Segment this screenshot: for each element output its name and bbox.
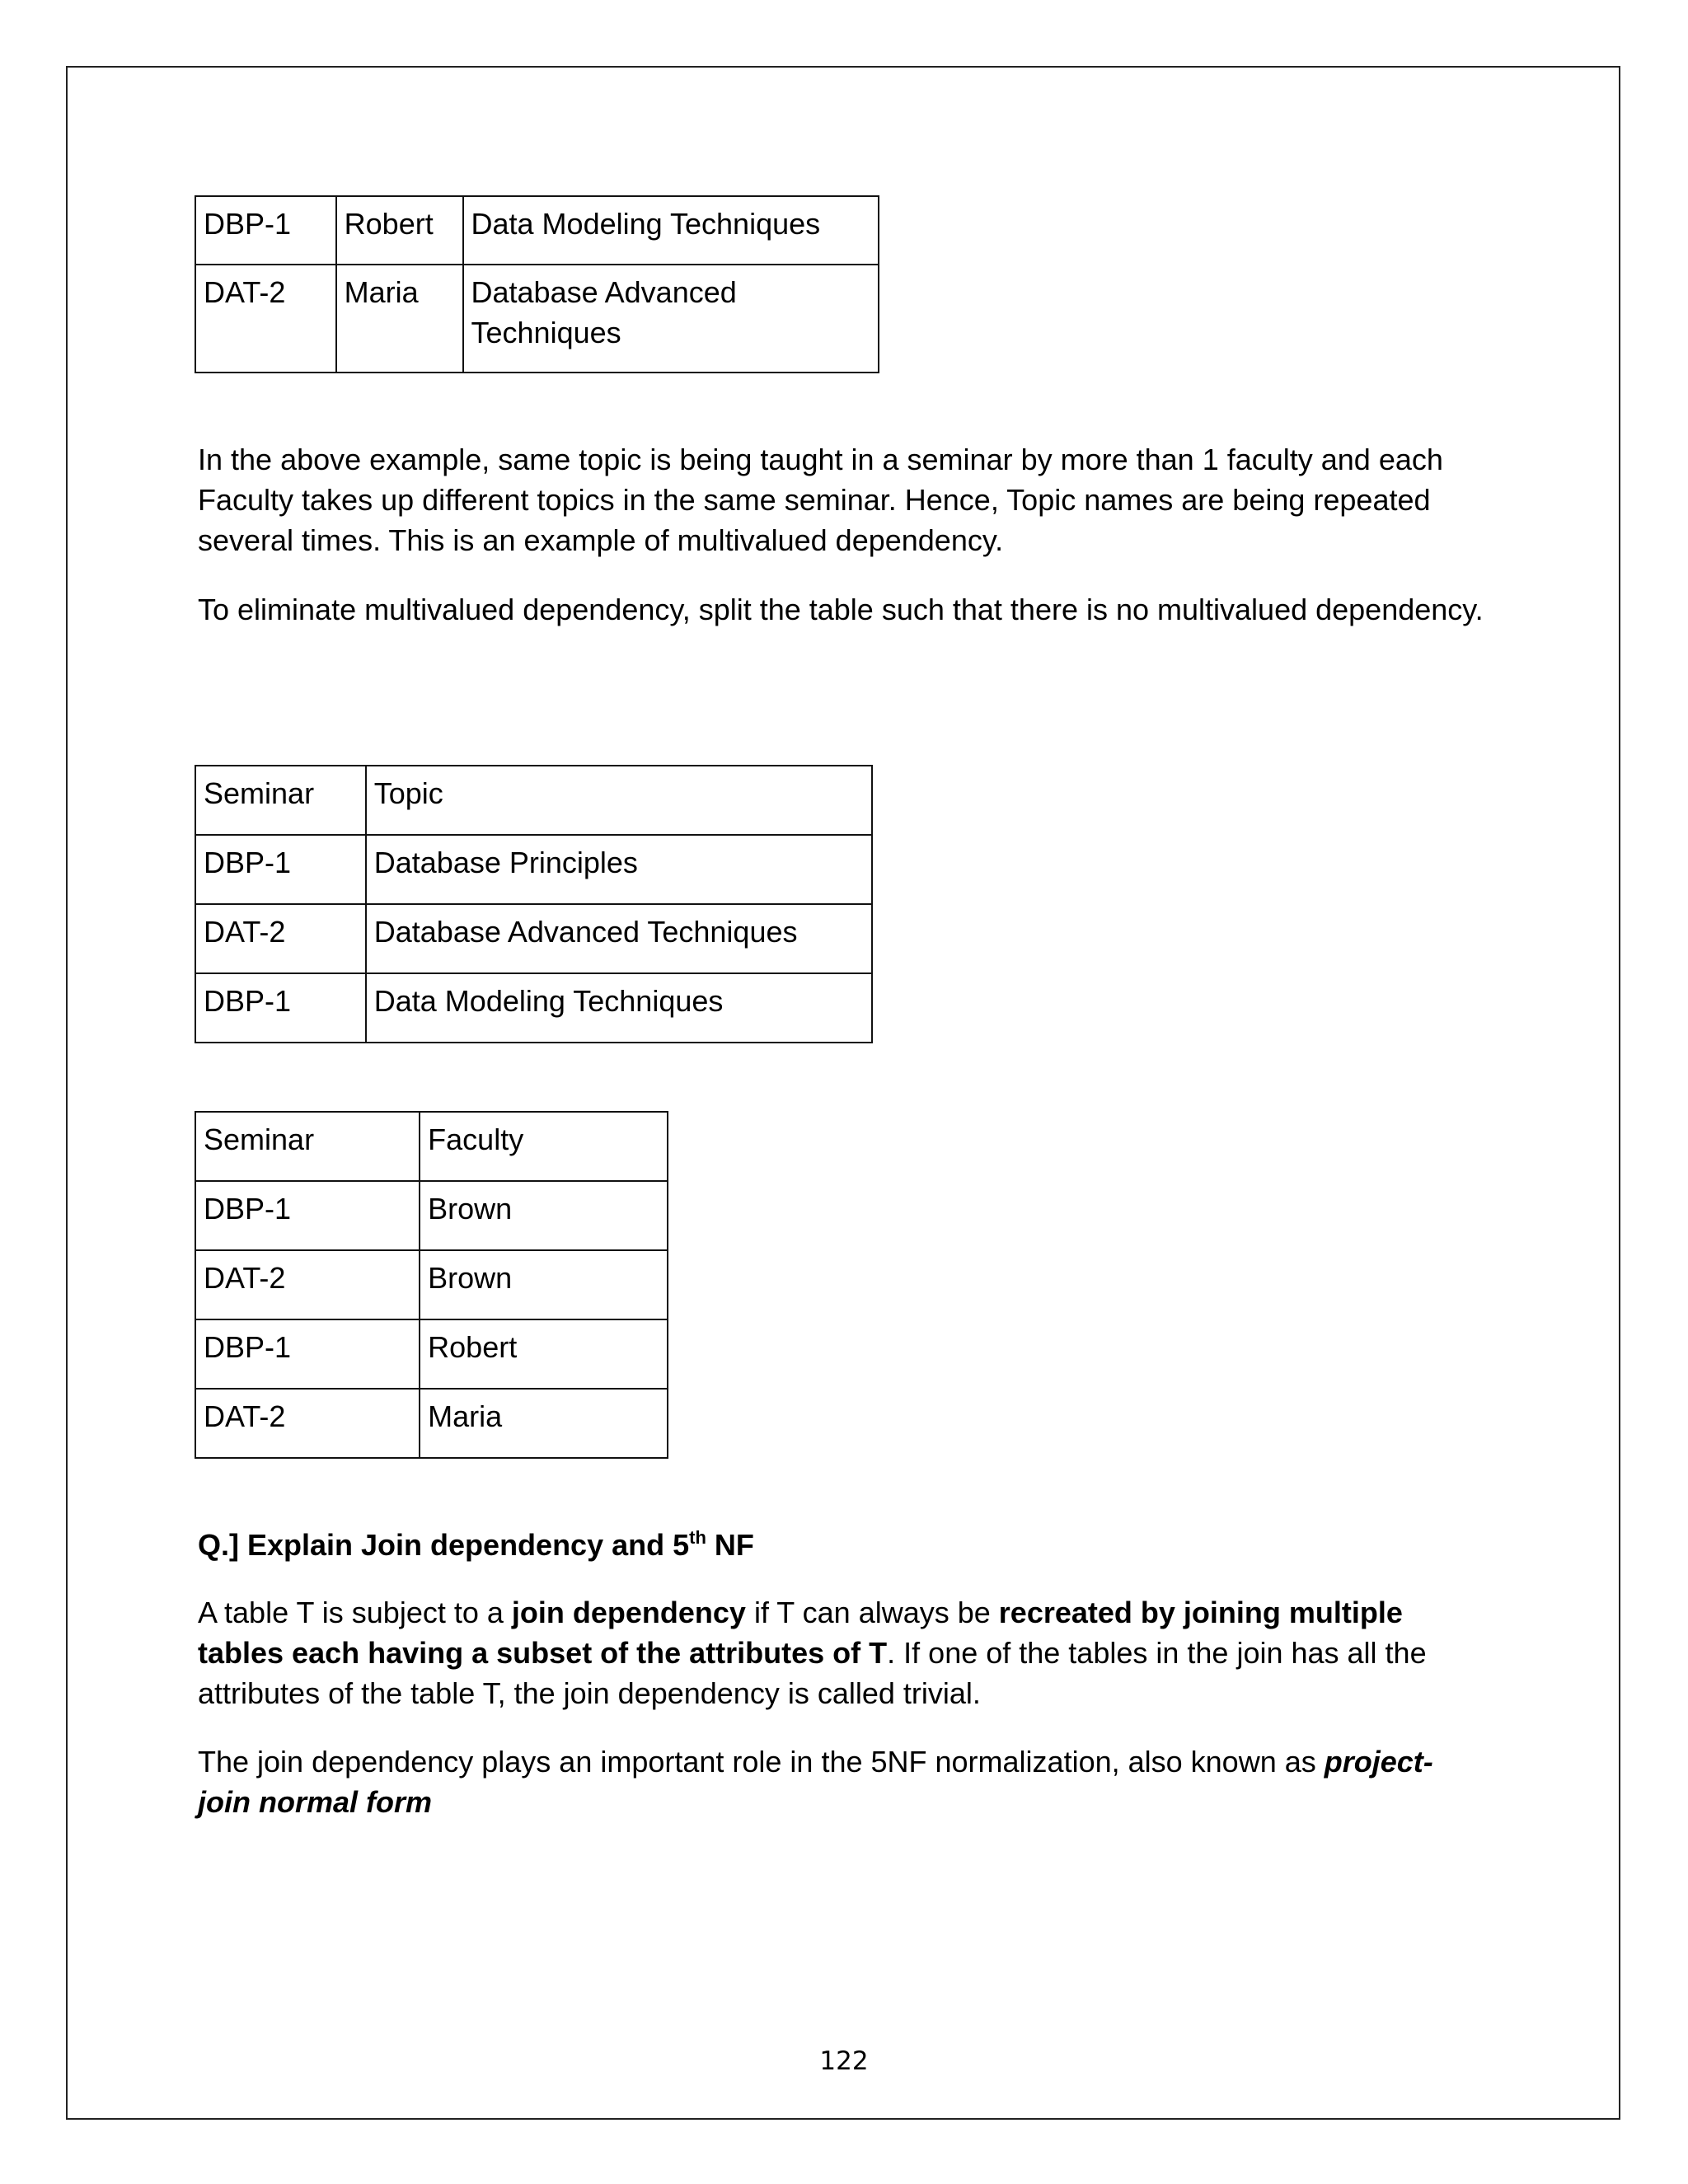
table-cell: DAT-2 — [195, 1389, 420, 1458]
table-header-cell: Faculty — [420, 1112, 668, 1181]
heading-superscript: th — [689, 1527, 706, 1548]
page-number: 122 — [819, 2046, 869, 2076]
table-header-cell: Topic — [366, 766, 872, 835]
table-cell: DBP-1 — [195, 835, 366, 904]
table-cell: DBP-1 — [195, 196, 336, 265]
table-cell: Data Modeling Techniques — [463, 196, 879, 265]
table-cell: Data Modeling Techniques — [366, 973, 872, 1043]
table-cell: Robert — [420, 1319, 668, 1389]
table-row — [195, 1181, 668, 1250]
paragraph-eliminate-multivalued: To eliminate multivalued dependency, split the table such that there is no multivalued dependency. — [198, 593, 1484, 626]
table-cell: DAT-2 — [195, 904, 366, 973]
table-cell: Maria — [420, 1389, 668, 1458]
heading-suffix: NF — [706, 1528, 754, 1562]
table-header-cell: Seminar — [195, 1112, 420, 1181]
table-cell: DBP-1 — [195, 1319, 420, 1389]
table-cell: DBP-1 — [195, 973, 366, 1043]
text-run: The join dependency plays an important role in the 5NF normalization, also known as — [198, 1745, 1325, 1779]
seminar-topic-table — [195, 765, 873, 1043]
table-header-cell: Seminar — [195, 766, 366, 835]
paragraph-5nf-role — [198, 1741, 1479, 1822]
table-header-row — [195, 766, 872, 835]
table-cell: Database Principles — [366, 835, 872, 904]
heading-text: Q.] Explain Join dependency and 5 — [198, 1528, 690, 1562]
paragraph-multivalued-example: In the above example, same topic is being taught in a seminar by more than 1 faculty and each Faculty takes up different topics in the same seminar. Hence, Topic names are being repeated several times. This is an example of multivalued dependency. — [198, 443, 1443, 557]
paragraph-join-dependency-definition — [198, 1592, 1479, 1713]
table-cell: DBP-1 — [195, 1181, 420, 1250]
table-cell: Database Advanced Techniques — [463, 265, 879, 373]
bold-term-join-dependency: join dependency — [511, 1596, 746, 1629]
table-row — [195, 265, 879, 373]
text-run: . If one of the tables in the join has all the attributes of the table T, the join dependency is called trivial. — [198, 1636, 1427, 1710]
table-cell: DAT-2 — [195, 265, 336, 373]
question-heading — [198, 1525, 754, 1565]
table-row — [195, 973, 872, 1043]
text-run: if T can always be — [745, 1596, 999, 1629]
table-row — [195, 1389, 668, 1458]
table-row — [195, 1319, 668, 1389]
seminar-faculty-topic-table — [195, 195, 879, 373]
table-row — [195, 196, 879, 265]
table-cell: Brown — [420, 1181, 668, 1250]
table-cell: DAT-2 — [195, 1250, 420, 1319]
table-cell: Brown — [420, 1250, 668, 1319]
bold-italic-term: project-join normal form — [198, 1745, 1433, 1819]
text-run: A table T is subject to a — [198, 1596, 512, 1629]
table-row — [195, 904, 872, 973]
table-cell: Robert — [336, 196, 463, 265]
table-cell: Database Advanced Techniques — [366, 904, 872, 973]
table-row — [195, 1250, 668, 1319]
table-header-row — [195, 1112, 668, 1181]
table-row — [195, 835, 872, 904]
seminar-faculty-table — [195, 1111, 668, 1459]
table-cell: Maria — [336, 265, 463, 373]
bold-definition: recreated by joining multiple tables each having a subset of the attributes of T — [198, 1596, 1403, 1670]
